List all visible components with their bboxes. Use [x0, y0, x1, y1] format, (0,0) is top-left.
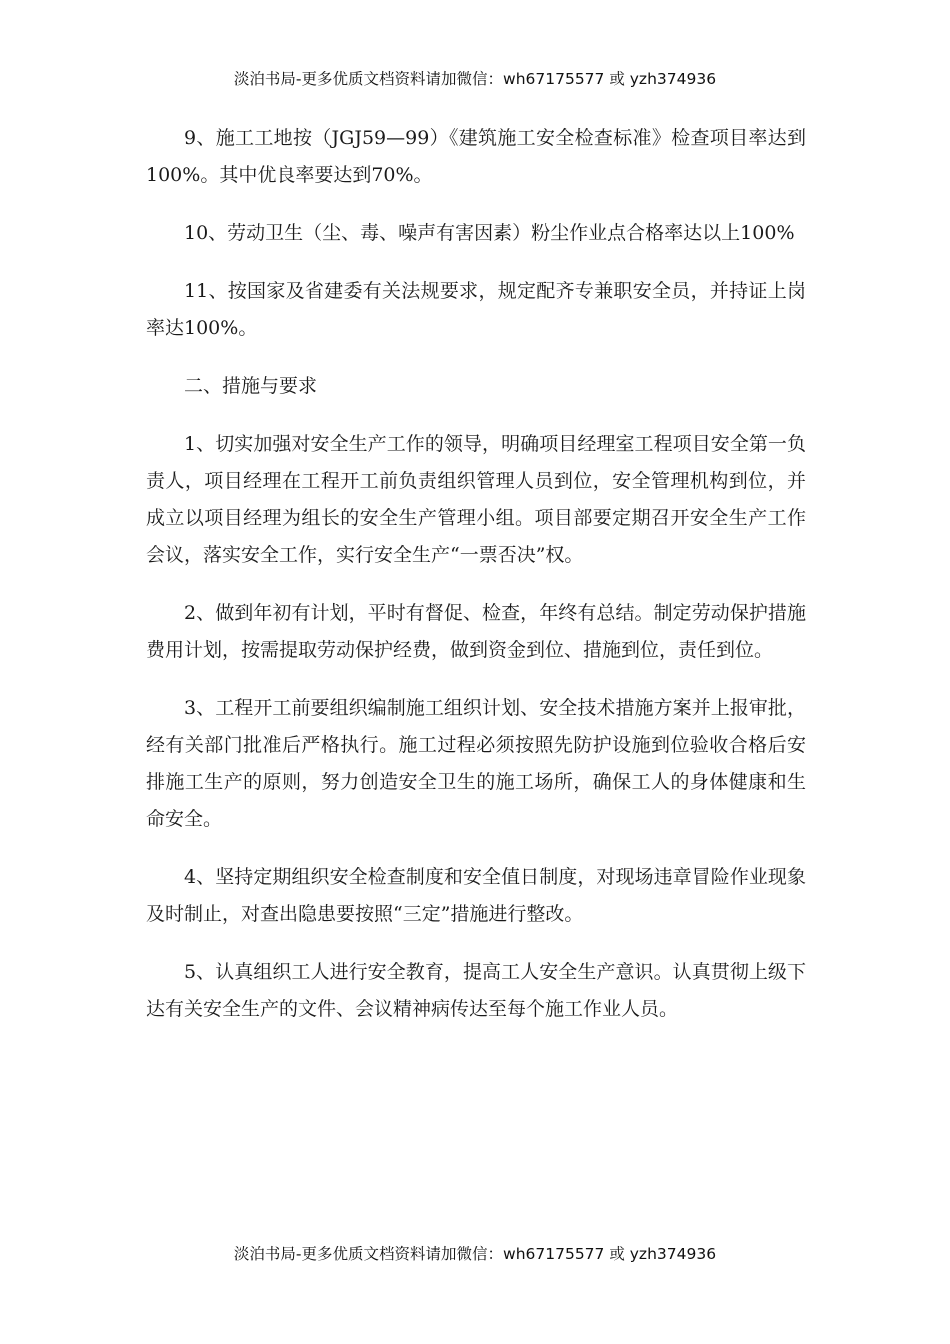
footer-banner: 淡泊书局-更多优质文档资料请加微信：wh67175577 或 yzh374936 — [233, 1245, 717, 1263]
paragraph-item-9: 9、施工工地按（JGJ59—99）《建筑施工安全检查标准》检查项目率达到100%。其中优良率要达到70%。 — [146, 127, 806, 186]
section-heading: 二、措施与要求 — [184, 375, 318, 397]
paragraph-measure-4: 4、坚持定期组织安全检查制度和安全值日制度，对现场违章冒险作业现象及时制止，对查出隐患要按照“三定”措施进行整改。 — [146, 866, 806, 925]
paragraph-measure-3: 3、工程开工前要组织编制施工组织计划、安全技术措施方案并上报审批，经有关部门批准后严格执行。施工过程必须按照先防护设施到位验收合格后安排施工生产的原则，努力创造安全卫生的施工场所，确保工人的身体健康和生命安全。 — [146, 697, 806, 830]
paragraph-measure-5: 5、认真组织工人进行安全教育，提高工人安全生产意识。认真贯彻上级下达有关安全生产的文件、会议精神病传达至每个施工作业人员。 — [146, 961, 806, 1020]
paragraph-measure-1: 1、切实加强对安全生产工作的领导，明确项目经理室工程项目安全第一负责人，项目经理在工程开工前负责组织管理人员到位，安全管理机构到位，并成立以项目经理为组长的安全生产管理小组。项目部要定期召开安全生产工作会议，落实安全工作，实行安全生产“一票否决”权。 — [146, 433, 806, 566]
paragraph-item-11: 11、按国家及省建委有关法规要求，规定配齐专兼职安全员，并持证上岗率达100%。 — [146, 280, 806, 339]
document-body — [146, 120, 806, 1028]
paragraph-item-10: 10、劳动卫生（尘、毒、噪声有害因素）粉尘作业点合格率达以上100% — [184, 222, 795, 244]
paragraph-measure-2: 2、做到年初有计划，平时有督促、检查，年终有总结。制定劳动保护措施费用计划，按需提取劳动保护经费，做到资金到位、措施到位，责任到位。 — [146, 602, 806, 661]
header-banner: 淡泊书局-更多优质文档资料请加微信：wh67175577 或 yzh374936 — [233, 70, 717, 88]
